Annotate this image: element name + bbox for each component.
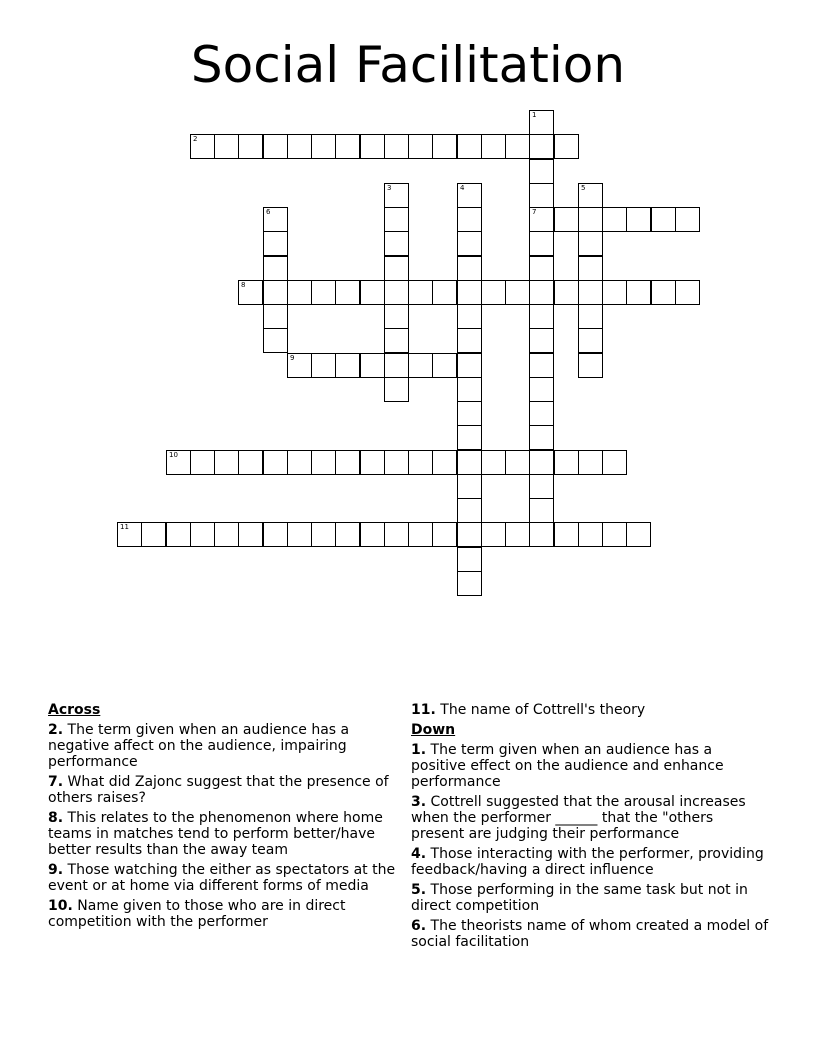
crossword-cell[interactable] [457, 522, 482, 547]
crossword-cell[interactable] [214, 522, 239, 547]
crossword-cell[interactable] [457, 450, 482, 475]
crossword-cell[interactable] [432, 450, 457, 475]
clue-down-3 [411, 794, 769, 842]
crossword-cell[interactable] [529, 522, 554, 547]
crossword-cell[interactable] [554, 280, 579, 305]
crossword-cell[interactable] [335, 450, 360, 475]
crossword-cell[interactable] [384, 207, 409, 232]
crossword-cell[interactable] [481, 134, 506, 159]
crossword-cell[interactable] [529, 474, 554, 499]
clue-text: The theorists name of whom created a model of social facilitation [411, 918, 769, 950]
crossword-cell[interactable] [360, 450, 385, 475]
clue-down-5 [411, 882, 769, 914]
clue-down-1 [411, 742, 769, 790]
crossword-cell[interactable] [675, 280, 700, 305]
crossword-cell[interactable] [432, 522, 457, 547]
clues-left-column [48, 702, 404, 934]
clue-text: The term given when an audience has a positive effect on the audience and enhance performance [411, 742, 724, 790]
crossword-cell[interactable] [554, 134, 579, 159]
crossword-cell[interactable] [554, 522, 579, 547]
crossword-cell[interactable] [214, 450, 239, 475]
crossword-cell[interactable] [117, 522, 142, 547]
crossword-cell[interactable] [311, 353, 336, 378]
crossword-cell[interactable] [578, 522, 603, 547]
crossword-cell[interactable] [529, 256, 554, 281]
clue-number: 6. [411, 918, 427, 934]
clue-number-label: 10 [169, 451, 178, 459]
crossword-cell[interactable] [481, 522, 506, 547]
clue-number-label: 2 [193, 135, 198, 143]
crossword-cell[interactable] [384, 231, 409, 256]
crossword-cell[interactable] [335, 134, 360, 159]
crossword-cell[interactable] [529, 377, 554, 402]
clue-number: 3. [411, 794, 427, 810]
crossword-cell[interactable] [505, 134, 530, 159]
crossword-cell[interactable] [457, 256, 482, 281]
clue-number-label: 11 [120, 523, 129, 531]
crossword-cell[interactable] [457, 474, 482, 499]
crossword-cell[interactable] [529, 231, 554, 256]
crossword-cell[interactable] [554, 450, 579, 475]
crossword-cell[interactable] [335, 280, 360, 305]
clue-number: 11. [411, 702, 436, 718]
crossword-cell[interactable] [384, 304, 409, 329]
crossword-cell[interactable] [578, 280, 603, 305]
crossword-cell[interactable] [408, 280, 433, 305]
clue-across-11 [411, 702, 769, 718]
crossword-cell[interactable] [263, 450, 288, 475]
crossword-cell[interactable] [578, 207, 603, 232]
clue-number-label: 1 [532, 111, 537, 119]
crossword-cell[interactable] [384, 328, 409, 353]
crossword-cell[interactable] [578, 353, 603, 378]
crossword-cell[interactable] [529, 280, 554, 305]
crossword-cell[interactable] [457, 328, 482, 353]
crossword-cell[interactable] [529, 304, 554, 329]
crossword-cell[interactable] [360, 134, 385, 159]
crossword-cell[interactable] [190, 450, 215, 475]
clue-number-label: 7 [532, 208, 537, 216]
crossword-cell[interactable] [287, 134, 312, 159]
crossword-cell[interactable] [529, 425, 554, 450]
crossword-cell[interactable] [263, 256, 288, 281]
page-title: Social Facilitation [190, 36, 626, 94]
crossword-cell[interactable] [311, 450, 336, 475]
crossword-cell[interactable] [675, 207, 700, 232]
crossword-cell[interactable] [651, 280, 676, 305]
crossword-cell[interactable] [408, 353, 433, 378]
crossword-cell[interactable] [287, 450, 312, 475]
clue-text: Name given to those who are in direct competition with the performer [48, 898, 346, 930]
crossword-cell[interactable] [263, 304, 288, 329]
clue-number: 4. [411, 846, 427, 862]
crossword-cell[interactable] [602, 207, 627, 232]
crossword-cell[interactable] [408, 522, 433, 547]
clue-text: The term given when an audience has a negative affect on the audience, impairing performance [48, 722, 350, 770]
crossword-cell[interactable] [263, 231, 288, 256]
crossword-cell[interactable] [408, 134, 433, 159]
crossword-cell[interactable] [263, 280, 288, 305]
clue-number-label: 5 [581, 184, 586, 192]
crossword-cell[interactable] [457, 425, 482, 450]
clue-text: Those interacting with the performer, providing feedback/having a direct influence [411, 846, 764, 878]
crossword-cell[interactable] [457, 207, 482, 232]
clue-number: 5. [411, 882, 427, 898]
crossword-cell[interactable] [651, 207, 676, 232]
clue-number-label: 6 [266, 208, 271, 216]
crossword-cell[interactable] [457, 134, 482, 159]
crossword-cell[interactable] [602, 522, 627, 547]
crossword-cell[interactable] [529, 110, 554, 135]
crossword-cell[interactable] [311, 280, 336, 305]
crossword-cell[interactable] [190, 134, 215, 159]
clue-number-label: 9 [290, 354, 295, 362]
clue-across-10 [48, 898, 404, 930]
crossword-cell[interactable] [384, 450, 409, 475]
crossword-cell[interactable] [238, 450, 263, 475]
crossword-cell[interactable] [457, 183, 482, 208]
clues-right-column [411, 702, 769, 954]
crossword-cell[interactable] [384, 256, 409, 281]
crossword-cell[interactable] [602, 450, 627, 475]
crossword-cell[interactable] [626, 522, 651, 547]
crossword-cell[interactable] [166, 522, 191, 547]
clue-number: 7. [48, 774, 64, 790]
crossword-cell[interactable] [457, 377, 482, 402]
clue-across-7 [48, 774, 404, 806]
crossword-cell[interactable] [263, 134, 288, 159]
crossword-cell[interactable] [335, 522, 360, 547]
crossword-cell[interactable] [457, 571, 482, 596]
crossword-cell[interactable] [384, 377, 409, 402]
crossword-cell[interactable] [287, 280, 312, 305]
crossword-cell[interactable] [384, 134, 409, 159]
clue-number: 9. [48, 862, 64, 878]
crossword-cell[interactable] [505, 522, 530, 547]
crossword-cell[interactable] [335, 353, 360, 378]
down-heading: Down [411, 722, 456, 738]
crossword-cell[interactable] [384, 280, 409, 305]
clue-number-label: 8 [241, 281, 246, 289]
crossword-cell[interactable] [578, 328, 603, 353]
crossword-cell[interactable] [529, 159, 554, 184]
crossword-cell[interactable] [457, 547, 482, 572]
crossword-cell[interactable] [214, 134, 239, 159]
crossword-cell[interactable] [457, 231, 482, 256]
crossword-cell[interactable] [360, 522, 385, 547]
clue-text: The name of Cottrell's theory [440, 702, 646, 718]
clue-text: Those watching the either as spectators at the event or at home via different forms of media [48, 862, 396, 894]
crossword-cell[interactable] [529, 498, 554, 523]
crossword-cell[interactable] [166, 450, 191, 475]
crossword-cell[interactable] [578, 304, 603, 329]
clue-number-label: 4 [460, 184, 465, 192]
crossword-cell[interactable] [384, 183, 409, 208]
crossword-cell[interactable] [384, 522, 409, 547]
crossword-cell[interactable] [263, 328, 288, 353]
crossword-cell[interactable] [190, 522, 215, 547]
clue-across-8 [48, 810, 404, 858]
crossword-cell[interactable] [311, 522, 336, 547]
crossword-cell[interactable] [238, 134, 263, 159]
crossword-cell[interactable] [238, 280, 263, 305]
crossword-cell[interactable] [529, 450, 554, 475]
crossword-cell[interactable] [457, 304, 482, 329]
crossword-cell[interactable] [578, 450, 603, 475]
crossword-cell[interactable] [457, 353, 482, 378]
crossword-cell[interactable] [360, 280, 385, 305]
clue-number: 8. [48, 810, 64, 826]
clue-number: 1. [411, 742, 427, 758]
crossword-cell[interactable] [457, 401, 482, 426]
clue-text: This relates to the phenomenon where home teams in matches tend to perform better/have better results than the away team [48, 810, 383, 858]
crossword-cell[interactable] [432, 353, 457, 378]
crossword-cell[interactable] [457, 280, 482, 305]
crossword-cell[interactable] [529, 328, 554, 353]
crossword-cell[interactable] [432, 280, 457, 305]
crossword-cell[interactable] [529, 183, 554, 208]
crossword-cell[interactable] [287, 353, 312, 378]
clue-across-2 [48, 722, 404, 770]
crossword-cell[interactable] [554, 207, 579, 232]
crossword-cell[interactable] [287, 522, 312, 547]
crossword-cell[interactable] [505, 450, 530, 475]
clue-down-6 [411, 918, 769, 950]
crossword-cell[interactable] [529, 207, 554, 232]
crossword-cell[interactable] [602, 280, 627, 305]
crossword-cell[interactable] [529, 401, 554, 426]
crossword-cell[interactable] [626, 207, 651, 232]
clue-text: What did Zajonc suggest that the presence of others raises? [48, 774, 389, 806]
clue-number: 2. [48, 722, 64, 738]
crossword-cell[interactable] [578, 231, 603, 256]
clue-down-4 [411, 846, 769, 878]
clue-across-9 [48, 862, 404, 894]
crossword-cell[interactable] [481, 450, 506, 475]
across-heading: Across [48, 702, 101, 718]
clue-text: Cottrell suggested that the arousal increases when the performer ______ that the "others present are judging their performance [411, 794, 746, 842]
crossword-cell[interactable] [578, 256, 603, 281]
crossword-cell[interactable] [481, 280, 506, 305]
crossword-cell[interactable] [578, 183, 603, 208]
clue-number: 10. [48, 898, 73, 914]
crossword-cell[interactable] [263, 522, 288, 547]
crossword-cell[interactable] [529, 134, 554, 159]
crossword-cell[interactable] [238, 522, 263, 547]
crossword-cell[interactable] [384, 353, 409, 378]
clue-text: Those performing in the same task but not in direct competition [411, 882, 748, 914]
clue-number-label: 3 [387, 184, 392, 192]
crossword-cell[interactable] [141, 522, 166, 547]
crossword-cell[interactable] [432, 134, 457, 159]
crossword-cell[interactable] [529, 353, 554, 378]
crossword-cell[interactable] [457, 498, 482, 523]
crossword-cell[interactable] [505, 280, 530, 305]
crossword-cell[interactable] [360, 353, 385, 378]
crossword-cell[interactable] [626, 280, 651, 305]
crossword-cell[interactable] [408, 450, 433, 475]
crossword-cell[interactable] [311, 134, 336, 159]
crossword-cell[interactable] [263, 207, 288, 232]
